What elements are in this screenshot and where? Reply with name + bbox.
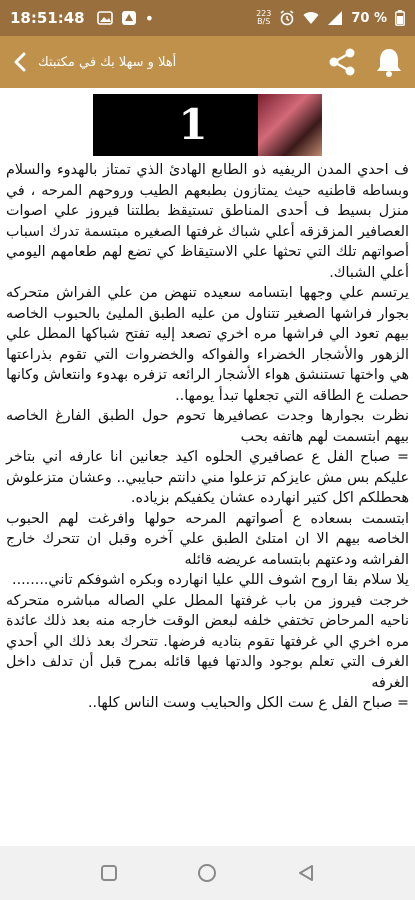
network-speed-unit: B/S <box>257 17 271 26</box>
app-notification-icon <box>121 10 137 26</box>
story-paragraph: خرجت فيروز من باب غرفتها المطل علي الصاله مباشره متحركه ناحيه المرحاض تختفي خلفه لبعض الوقت خارجه منه بعد ذلك عائدة مره اخري الي غرفتها تقوم بتاديه فرضها. تتحرك بعد ذلك الي أحدي الغرف التي تعلم بوجود والدتها فيها قائله بمرح قبل أن تدلف داخل الغرفه <box>6 592 409 691</box>
back-arrow-icon[interactable] <box>8 50 32 74</box>
story-paragraph: يرتسم علي وجهها ابتسامه سعيده تنهض من علي الفراش متحركه بجوار فراشها الصغير تتناول من عليه الطبق المليئ بالحبوب الخاصه بيهم تعود الي فراشها مره اخري تصعد إليه تفتح شباكها المطل علي الزهور والأشجار الخضراء والفواكه والخضروات التي تقوم بذراعتها هي واختها تستنشق هواء الأشجار الرائعه تزفره بهدوء وانتعاش وكانها حصلت ع الطاقه التي تجعلها تبدأ يومها.. <box>6 285 409 404</box>
alarm-icon <box>279 10 295 26</box>
back-triangle-icon[interactable] <box>294 861 318 885</box>
story-paragraph: ابتسمت بسعاده ع أصواتهم المرحه حولها وافرغت لهم الحبوب الخاصه بيهم الا ان امتلئ الطبق علي آخره وقبل ان تتحرك خارج الفراشه ودعتهم بابتسامه عريضه قائله <box>6 510 409 568</box>
more-dot-icon: • <box>144 8 155 28</box>
story-text <box>6 160 409 714</box>
clock: 18:51:48 <box>10 9 85 27</box>
battery-percent: 70 % <box>351 10 387 26</box>
notification-icons <box>97 9 154 28</box>
cover-photo <box>258 94 322 156</box>
home-circle-icon[interactable] <box>195 861 219 885</box>
chapter-number: 1 <box>178 100 208 149</box>
chapter-content[interactable] <box>0 88 415 846</box>
app-bar-actions <box>327 47 407 77</box>
wifi-icon <box>303 10 319 26</box>
story-paragraph: يلا سلام بقا اروح اشوف اللي عليا انهارده وبكره اشوفكم تاني........ <box>12 572 409 588</box>
system-indicators <box>256 10 405 26</box>
story-paragraph: = صباح الفل ع ست الكل والحبايب وست الناس كلها.. <box>87 695 409 711</box>
system-nav-bar <box>0 846 415 900</box>
app-bar <box>0 36 415 88</box>
signal-icon <box>327 10 343 26</box>
app-bar-title: أهلا و سهلا بك في مكتبتك <box>38 54 177 70</box>
battery-icon <box>395 10 405 26</box>
network-speed-value: 223 <box>256 9 272 18</box>
share-icon[interactable] <box>327 47 357 77</box>
story-paragraph: = صباح الفل ع عصافيري الحلوه اكيد جعانين انا عارفه اني بتاخر عليكم بس مش عايزكم تزعلوا مني دانتم حبايبي.. وعشان متزعلوش هحطلكم اكل كتير انهارده عشان يكفيكم بزياده. <box>6 449 409 506</box>
network-speed <box>256 10 271 26</box>
bell-icon[interactable] <box>375 47 403 77</box>
recents-square-icon[interactable] <box>97 861 121 885</box>
story-paragraph: نظرت بجوارها وجدت عصافيرها تحوم حول الطبق الفارغ الخاصه بيهم ابتسمت لهم هاتفه بحب <box>6 408 409 445</box>
chapter-banner <box>93 94 322 156</box>
status-bar <box>0 0 415 36</box>
story-paragraph: ف احدي المدن الريفيه ذو الطابع الهادئ الذي تمتاز بالهدوء والسلام وبساطه قاطنيه حيث يمتازون بطبعهم الطيب وروحهم المرحه ، في منزل بسيط ف أحدى المناطق تستيقظ بطلتنا فيروز علي اصوات العصافير المزقزقه أعلي شباك غرفتها الصغيره مبتسمة تدرك اسباب أصواتهم تلك التي تحثها علي الاستيقاظ كي تضع لهم طعامهم اليومي أعلي الشباك. <box>6 162 409 281</box>
image-notification-icon <box>97 10 113 26</box>
